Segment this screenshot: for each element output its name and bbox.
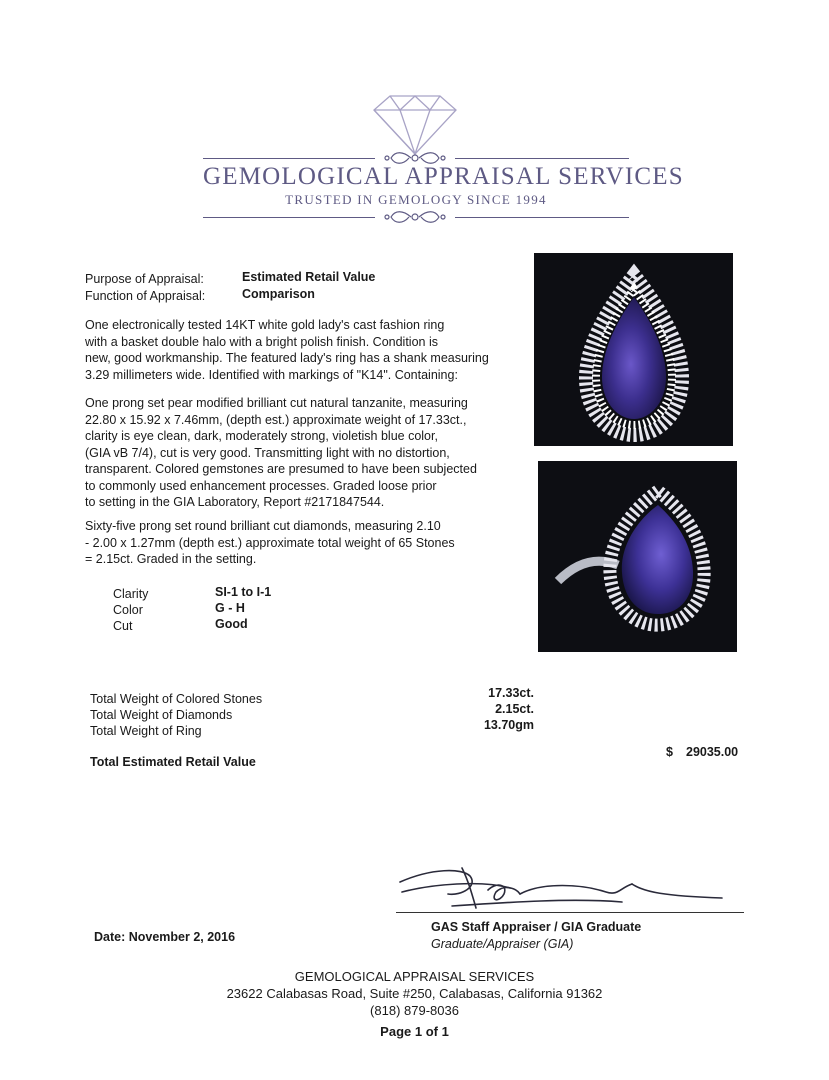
- currency-symbol: $: [666, 745, 673, 759]
- grading-value: Good: [215, 617, 248, 631]
- total-colored-stones-label: Total Weight of Colored Stones: [90, 692, 263, 706]
- text-line: to commonly used enhancement processes. Graded loose prior: [85, 478, 437, 493]
- signature-line: [396, 912, 744, 913]
- ornament-bottom-icon: [375, 208, 455, 226]
- footer-address: 23622 Calabasas Road, Suite #250, Calabasas, California 91362: [226, 986, 603, 1001]
- function-label: Function of Appraisal:: [85, 289, 206, 303]
- diamond-description: [85, 518, 455, 568]
- total-ring-weight-label: Total Weight of Ring: [90, 724, 202, 738]
- text-line: - 2.00 x 1.27mm (depth est.) approximate total weight of 65 Stones: [85, 535, 455, 550]
- text-line: 3.29 millimeters wide. Identified with markings of "K14". Containing:: [85, 367, 458, 382]
- text-line: = 2.15ct. Graded in the setting.: [85, 552, 257, 566]
- retail-value-amount: 29035.00: [686, 745, 739, 759]
- total-colored-stones-value: 17.33ct.: [488, 686, 534, 700]
- function-value: Comparison: [242, 287, 315, 301]
- appraiser-subtitle: Graduate/Appraiser (GIA): [431, 937, 574, 951]
- grading-label: Cut: [113, 619, 133, 633]
- purpose-label: Purpose of Appraisal:: [85, 272, 204, 286]
- ring-photo-top: [534, 253, 733, 446]
- page-number: Page 1 of 1: [380, 1024, 449, 1039]
- text-line: to setting in the GIA Laboratory, Report #2171847544.: [85, 495, 385, 509]
- total-diamonds-label: Total Weight of Diamonds: [90, 708, 233, 722]
- text-line: One prong set pear modified brilliant cut natural tanzanite, measuring: [85, 396, 468, 410]
- ring-photo-bottom: [538, 461, 737, 652]
- total-ring-weight-value: 13.70gm: [483, 718, 534, 732]
- text-line: (GIA vB 7/4), cut is very good. Transmitting light with no distortion,: [85, 445, 450, 460]
- retail-value-label: Total Estimated Retail Value: [90, 755, 256, 769]
- company-name: GEMOLOGICAL APPRAISAL SERVICES: [203, 163, 684, 190]
- grading-value: G - H: [215, 601, 245, 615]
- gem-description: [85, 395, 477, 511]
- text-line: clarity is eye clean, dark, moderately strong, violetish blue color,: [85, 429, 438, 443]
- text-line: with a basket double halo with a bright polish finish. Condition is: [85, 334, 438, 349]
- purpose-value: Estimated Retail Value: [242, 270, 376, 284]
- total-diamonds-value: 2.15ct.: [495, 702, 534, 716]
- appraisal-date: Date: November 2, 2016: [94, 930, 236, 944]
- text-line: new, good workmanship. The featured lady's ring has a shank measuring: [85, 351, 489, 365]
- text-line: transparent. Colored gemstones are presumed to have been subjected: [85, 462, 477, 476]
- grading-label: Clarity: [113, 587, 149, 601]
- grading-label: Color: [113, 603, 143, 617]
- text-line: Sixty-five prong set round brilliant cut diamonds, measuring 2.10: [85, 519, 441, 533]
- company-tagline: TRUSTED IN GEMOLOGY SINCE 1994: [285, 192, 547, 207]
- text-line: One electronically tested 14KT white gold lady's cast fashion ring: [85, 318, 445, 332]
- text-line: 22.80 x 15.92 x 7.46mm, (depth est.) approximate weight of 17.33ct.,: [85, 412, 467, 427]
- signature-icon: [392, 862, 742, 918]
- grading-value: SI-1 to I-1: [215, 585, 272, 599]
- ring-description: [85, 317, 489, 383]
- footer-phone: (818) 879-8036: [370, 1003, 459, 1018]
- footer-company: GEMOLOGICAL APPRAISAL SERVICES: [294, 969, 535, 984]
- appraiser-title: GAS Staff Appraiser / GIA Graduate: [431, 920, 642, 934]
